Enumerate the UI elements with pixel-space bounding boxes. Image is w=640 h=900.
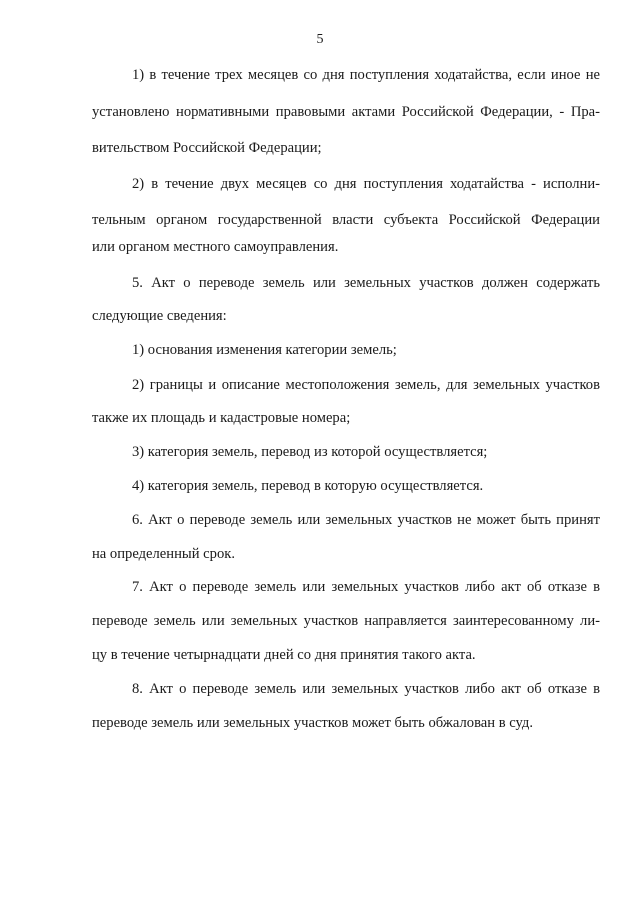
text-line: 3) категория земель, перевод из которой осуществляется; [132, 444, 488, 460]
text-line: 7. Акт о переводе земель или земельных участков либо акт об отказе в [132, 579, 600, 595]
text-line: или органом местного самоуправления. [92, 239, 339, 255]
text-line: цу в течение четырнадцати дней со дня принятия такого акта. [92, 647, 476, 663]
text-line: 2) границы и описание местоположения земель, для земельных участков [132, 377, 600, 393]
page-number: 5 [316, 32, 324, 47]
text-line: переводе земель или земельных участков направляется заинтересованному ли- [92, 613, 600, 629]
text-line: 2) в течение двух месяцев со дня поступления ходатайства - исполни- [132, 176, 600, 192]
text-line: 4) категория земель, перевод в которую осуществляется. [132, 478, 484, 494]
text-line: 5. Акт о переводе земель или земельных участков должен содержать [132, 275, 600, 291]
text-line: установлено нормативными правовыми актами Российской Федерации, - Пра- [92, 104, 600, 120]
text-line: 1) основания изменения категории земель; [132, 342, 397, 358]
text-line: тельным органом государственной власти субъекта Российской Федерации [92, 212, 600, 228]
text-line: также их площадь и кадастровые номера; [92, 410, 351, 426]
text-line: 6. Акт о переводе земель или земельных участков не может быть принят [132, 512, 600, 528]
text-line: 1) в течение трех месяцев со дня поступления ходатайства, если иное не [132, 67, 600, 83]
text-line: 8. Акт о переводе земель или земельных участков либо акт об отказе в [132, 681, 600, 697]
text-line: на определенный срок. [92, 546, 235, 562]
text-line: вительством Российской Федерации; [92, 140, 322, 156]
text-line: следующие сведения: [92, 308, 227, 324]
text-line: переводе земель или земельных участков может быть обжалован в суд. [92, 715, 533, 731]
